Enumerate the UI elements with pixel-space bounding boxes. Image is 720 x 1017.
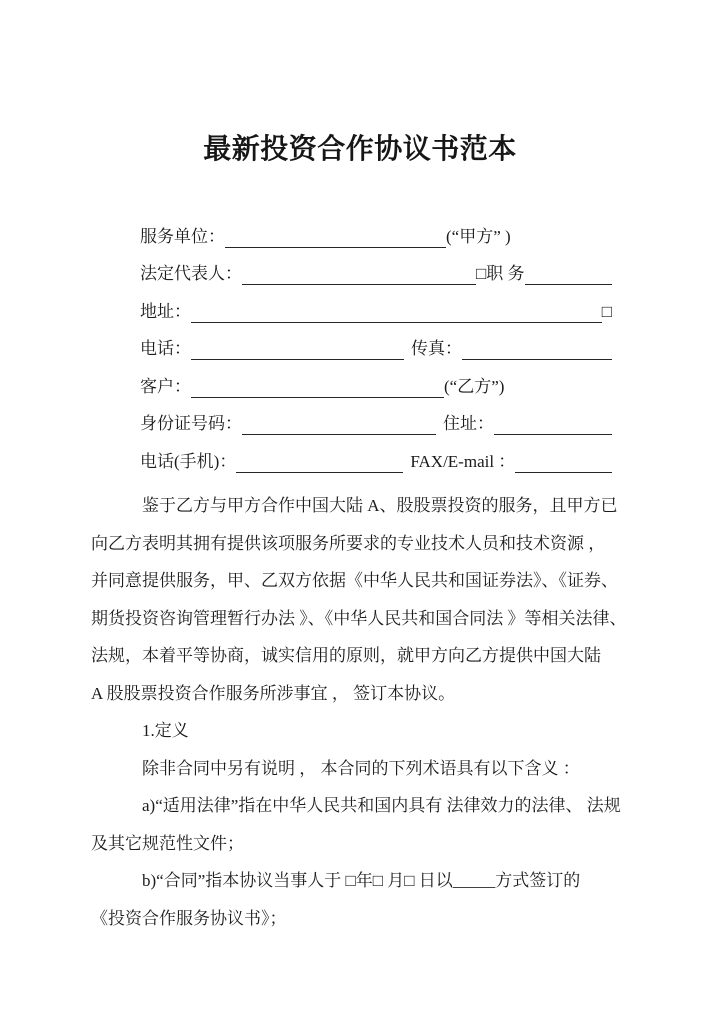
form-row-legal-representative: [140, 248, 612, 286]
fax-blank-line: [462, 338, 612, 360]
contract-line: 《投资合作服务协议书》；: [91, 908, 287, 928]
fax-email-blank-line: [515, 451, 612, 473]
contract-line: 除非合同中另有说明 ， 本合同的下列术语具有以下含义 ：: [142, 758, 580, 778]
address-blank-line: [191, 301, 602, 323]
contract-line: 期货投资咨询管理暂行办法 》、《中华人民共和国合同法 》等相关法律、: [91, 608, 627, 628]
address-checkbox-square: □: [601, 301, 612, 321]
form-row-id-number-residence: [140, 398, 612, 436]
contract-line: A 股股票投资合作服务所涉事宜 ， 签订本协议。: [91, 683, 456, 703]
mobile-phone-blank-line: [236, 451, 403, 473]
phone-label: 电话：: [140, 339, 191, 358]
fax-label: 传真：: [411, 339, 462, 358]
fax-email-label: FAX/E-mail ：: [410, 451, 516, 471]
contract-body: [91, 487, 627, 937]
form-row-client: [140, 360, 612, 398]
legal-representative-blank-line: [242, 263, 476, 285]
party-info-form: [140, 210, 612, 473]
contract-line: 鉴于乙方与甲方合作中国大陆 A、股股票投资的服务，且甲方已: [142, 496, 618, 515]
party-a-suffix: (“甲方” ): [446, 226, 511, 246]
form-row-service-unit: [140, 210, 612, 248]
job-title-label: □职 务: [476, 264, 525, 283]
contract-line: a)“适用法律”指在中华人民共和国内具有 法律效力的法律、 法规: [142, 796, 621, 815]
mobile-phone-label: 电话(手机)：: [140, 451, 237, 471]
client-label: 客户：: [140, 376, 191, 396]
address-label: 地址：: [140, 301, 191, 321]
form-row-mobile-fax-email: [140, 435, 612, 473]
document-title: 最新投资合作协议书范本: [203, 134, 517, 165]
residence-label: 住址：: [443, 414, 494, 433]
contract-line: 并同意提供服务，甲、乙双方依据《中华人民共和国证券法》、《证券、: [91, 571, 618, 590]
client-blank-line: [191, 376, 444, 398]
form-row-address: [140, 285, 612, 323]
id-number-blank-line: [242, 413, 436, 435]
party-b-suffix: (“乙方”): [444, 376, 505, 396]
residence-blank-line: [494, 413, 612, 435]
contract-line: 法规，本着平等协商，诚实信用的原则，就甲方向乙方提供中国大陆: [91, 646, 601, 665]
contract-line: b)“合同”指本协议当事人于 □年□ 月□ 日以_____方式签订的: [142, 871, 581, 890]
section-heading-definitions: 1.定义: [142, 721, 189, 740]
form-row-phone-fax: [140, 323, 612, 361]
contract-line: 向乙方表明其拥有提供该项服务所要求的专业技术人员和技术资源 ，: [91, 533, 606, 553]
contract-line: 及其它规范性文件；: [91, 833, 244, 853]
phone-blank-line: [191, 338, 404, 360]
service-unit-blank-line: [225, 226, 446, 248]
job-title-blank-line: [525, 263, 612, 285]
service-unit-label: 服务单位：: [140, 226, 225, 246]
legal-representative-label: 法定代表人：: [140, 264, 242, 283]
id-number-label: 身份证号码：: [140, 414, 242, 433]
